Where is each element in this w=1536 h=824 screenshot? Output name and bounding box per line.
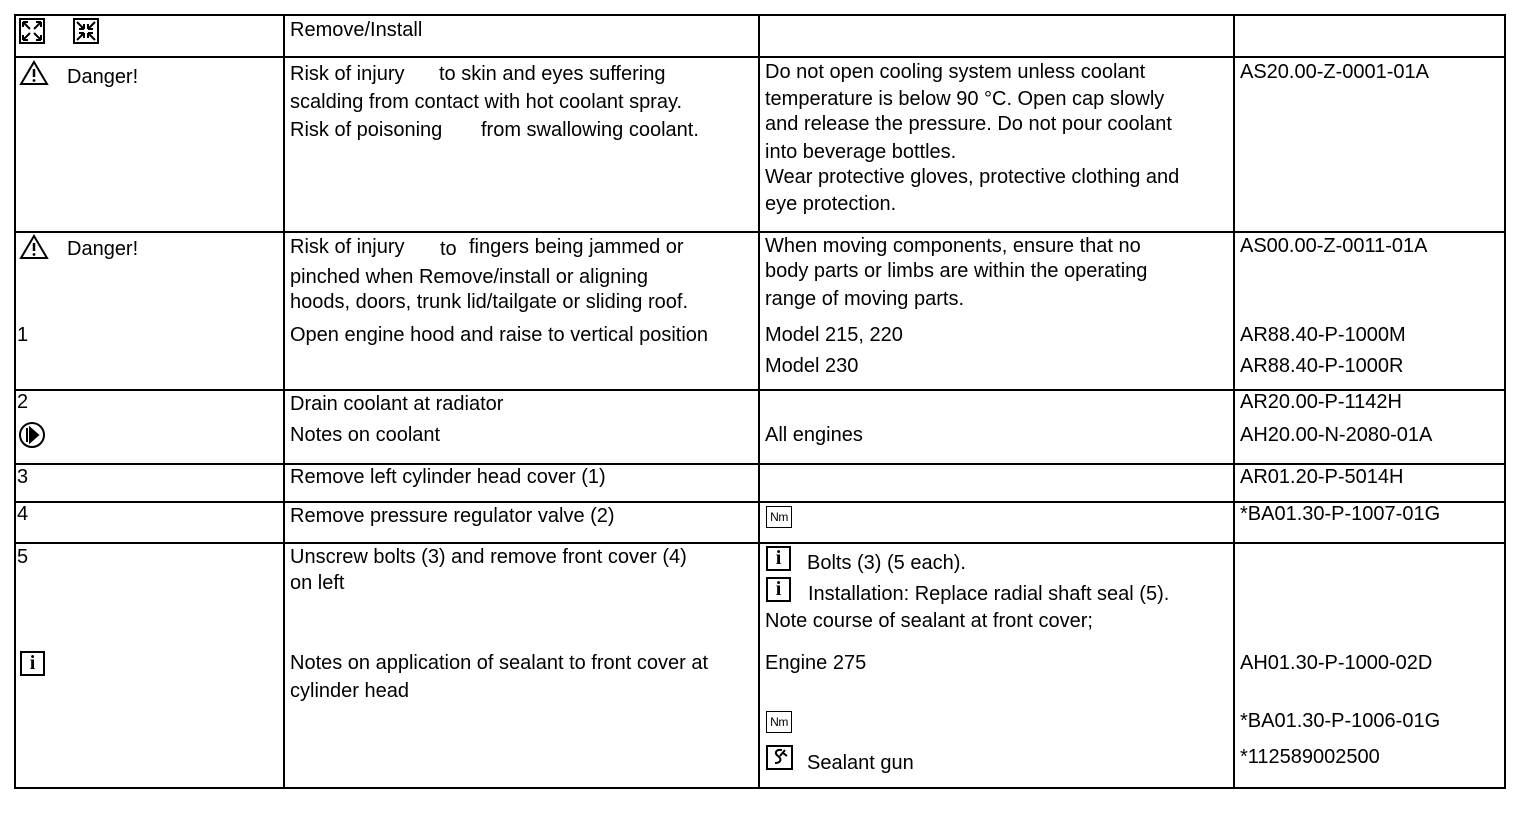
- page-title: Remove/Install: [290, 19, 423, 41]
- warning-triangle-icon: [19, 60, 49, 86]
- risk-text: fingers being jammed or: [469, 236, 684, 258]
- step-number: 2: [17, 391, 29, 413]
- info-note: Installation: Replace radial shaft seal (5).: [808, 583, 1170, 605]
- reference-link[interactable]: *BA01.30-P-1007-01G: [1240, 503, 1441, 525]
- step-number: 5: [17, 546, 29, 568]
- step-number: 1: [17, 324, 29, 346]
- reference-link[interactable]: AR88.40-P-1000M: [1240, 324, 1406, 346]
- column-divider: [1504, 14, 1506, 789]
- step-description: Notes on coolant: [290, 424, 441, 446]
- step-number: 3: [17, 466, 29, 488]
- info-icon: i: [766, 546, 791, 571]
- danger-label: Danger!: [67, 66, 139, 88]
- reference-link[interactable]: *BA01.30-P-1006-01G: [1240, 710, 1441, 732]
- reference-link[interactable]: AH01.30-P-1000-02D: [1240, 652, 1433, 674]
- table-border-top: [14, 14, 1506, 16]
- risk-text: from swallowing coolant.: [481, 119, 699, 141]
- model-note: Model 230: [765, 355, 859, 377]
- row-divider: [14, 542, 1506, 544]
- reference-link[interactable]: AS20.00-Z-0001-01A: [1240, 61, 1430, 83]
- risk-text: to: [440, 238, 457, 260]
- reference-link[interactable]: AS00.00-Z-0011-01A: [1240, 235, 1428, 257]
- risk-label: Risk of poisoning: [290, 119, 443, 141]
- step-description: Drain coolant at radiator: [290, 393, 504, 415]
- note-line: range of moving parts.: [765, 288, 964, 310]
- reference-link[interactable]: *112589002500: [1240, 746, 1380, 768]
- install-icon: [73, 18, 99, 44]
- step-description: Remove pressure regulator valve (2): [290, 505, 615, 527]
- warning-triangle-icon: [19, 234, 49, 260]
- risk-text: pinched when Remove/install or aligning: [290, 266, 648, 288]
- note-line: Wear protective gloves, protective clothing and: [765, 166, 1180, 188]
- torque-nm-icon: Nm: [766, 711, 792, 733]
- reference-link[interactable]: AR01.20-P-5014H: [1240, 466, 1404, 488]
- step-description: Notes on application of sealant to front cover at: [290, 652, 709, 674]
- risk-text: scalding from contact with hot coolant spray.: [290, 91, 683, 113]
- note-line: When moving components, ensure that no: [765, 235, 1141, 257]
- step-description: cylinder head: [290, 680, 409, 702]
- risk-text: hoods, doors, trunk lid/tailgate or sliding roof.: [290, 291, 688, 313]
- risk-text: to skin and eyes suffering: [439, 63, 666, 85]
- table-border-bottom: [14, 787, 1506, 789]
- reference-link[interactable]: AH20.00-N-2080-01A: [1240, 424, 1433, 446]
- step-description: on left: [290, 572, 345, 594]
- torque-nm-icon: Nm: [766, 506, 792, 528]
- notes-arrow-icon: [18, 421, 46, 449]
- tool-name: Sealant gun: [807, 752, 914, 774]
- risk-label: Risk of injury: [290, 63, 405, 85]
- reference-link[interactable]: AR20.00-P-1142H: [1240, 391, 1402, 413]
- info-note: Bolts (3) (5 each).: [807, 552, 966, 574]
- note-line: temperature is below 90 °C. Open cap slowly: [765, 88, 1165, 110]
- step-description: Unscrew bolts (3) and remove front cover (4): [290, 546, 687, 568]
- step-number: 4: [17, 503, 29, 525]
- reference-link[interactable]: AR88.40-P-1000R: [1240, 355, 1404, 377]
- note-line: and release the pressure. Do not pour coolant: [765, 113, 1172, 135]
- model-note: Model 215, 220: [765, 324, 903, 346]
- note-line: into beverage bottles.: [765, 141, 957, 163]
- note-line: Note course of sealant at front cover;: [765, 610, 1093, 632]
- column-divider: [1233, 14, 1235, 789]
- note-line: body parts or limbs are within the operating: [765, 260, 1148, 282]
- step-description: Remove left cylinder head cover (1): [290, 466, 606, 488]
- column-divider: [283, 14, 285, 789]
- step-description: Open engine hood and raise to vertical position: [290, 324, 709, 346]
- model-note: All engines: [765, 424, 863, 446]
- danger-label: Danger!: [67, 238, 139, 260]
- info-icon: i: [766, 577, 791, 602]
- tool-icon: [766, 745, 793, 770]
- info-icon: i: [20, 651, 45, 676]
- column-divider: [758, 14, 760, 789]
- risk-label: Risk of injury: [290, 236, 405, 258]
- note-line: Do not open cooling system unless coolant: [765, 61, 1146, 83]
- model-note: Engine 275: [765, 652, 867, 674]
- remove-icon: [19, 18, 45, 44]
- column-divider: [14, 14, 16, 789]
- note-line: eye protection.: [765, 193, 897, 215]
- row-divider: [14, 56, 1506, 58]
